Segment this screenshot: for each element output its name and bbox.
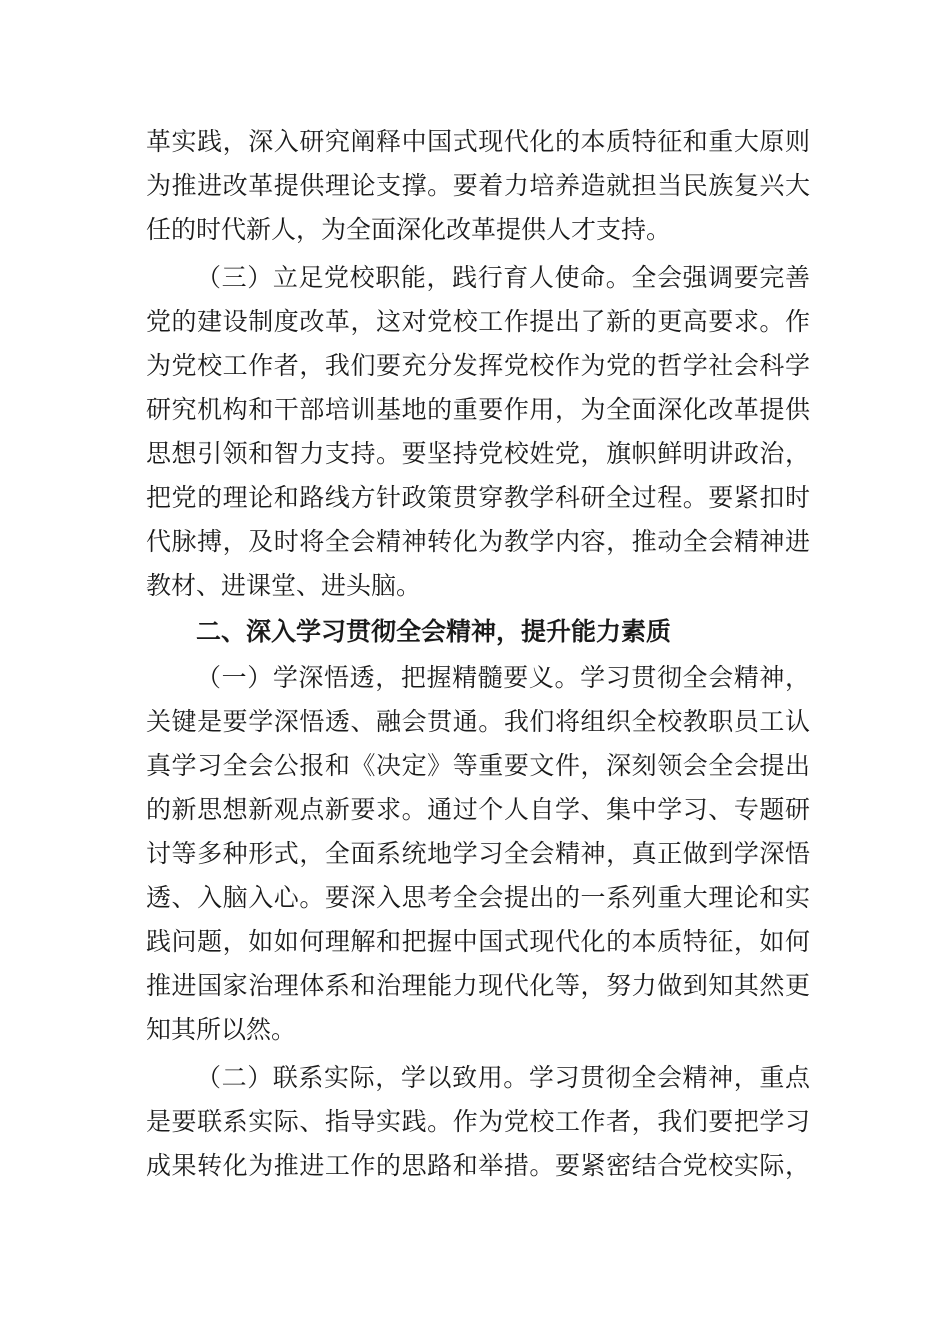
body-text-line: 教材、进课堂、进头脑。 bbox=[146, 571, 422, 600]
section-heading: 二、深入学习贯彻全会精神，提升能力素质 bbox=[196, 617, 672, 646]
body-text-line: 思想引领和智力支持。要坚持党校姓党，旗帜鲜明讲政治， bbox=[146, 439, 810, 468]
body-text-line: 知其所以然。 bbox=[146, 1015, 297, 1044]
body-text-line: 真学习全会公报和《决定》等重要文件，深刻领会全会提出 bbox=[146, 751, 810, 780]
body-text-line: 是要联系实际、指导实践。作为党校工作者，我们要把学习 bbox=[146, 1107, 810, 1136]
body-text-line: 推进国家治理体系和治理能力现代化等，努力做到知其然更 bbox=[146, 971, 810, 1000]
body-text-line: 研究机构和干部培训基地的重要作用，为全面深化改革提供 bbox=[146, 395, 810, 424]
body-text-line: 关键是要学深悟透、融会贯通。我们将组织全校教职员工认 bbox=[146, 707, 810, 736]
paragraph-first-line: （二）联系实际，学以致用。学习贯彻全会精神，重点 bbox=[196, 1063, 810, 1092]
paragraph-first-line: （一）学深悟透，把握精髓要义。学习贯彻全会精神， bbox=[196, 663, 810, 692]
body-text-line: 党的建设制度改革，这对党校工作提出了新的更高要求。作 bbox=[146, 307, 810, 336]
body-text-line: 任的时代新人，为全面深化改革提供人才支持。 bbox=[146, 215, 672, 244]
body-text-line: 为推进改革提供理论支撑。要着力培养造就担当民族复兴大 bbox=[146, 171, 810, 200]
body-text-line: 把党的理论和路线方针政策贯穿教学科研全过程。要紧扣时 bbox=[146, 483, 810, 512]
body-text-line: 践问题，如如何理解和把握中国式现代化的本质特征，如何 bbox=[146, 927, 810, 956]
body-text-line: 成果转化为推进工作的思路和举措。要紧密结合党校实际， bbox=[146, 1151, 810, 1180]
body-text-line: 革实践，深入研究阐释中国式现代化的本质特征和重大原则 bbox=[146, 127, 810, 156]
body-text-line: 透、入脑入心。要深入思考全会提出的一系列重大理论和实 bbox=[146, 883, 810, 912]
body-text-line: 为党校工作者，我们要充分发挥党校作为党的哲学社会科学 bbox=[146, 351, 810, 380]
paragraph-first-line: （三）立足党校职能，践行育人使命。全会强调要完善 bbox=[196, 263, 810, 292]
body-text-line: 讨等多种形式，全面系统地学习全会精神，真正做到学深悟 bbox=[146, 839, 810, 868]
body-text-line: 代脉搏，及时将全会精神转化为教学内容，推动全会精神进 bbox=[146, 527, 810, 556]
body-text-line: 的新思想新观点新要求。通过个人自学、集中学习、专题研 bbox=[146, 795, 810, 824]
